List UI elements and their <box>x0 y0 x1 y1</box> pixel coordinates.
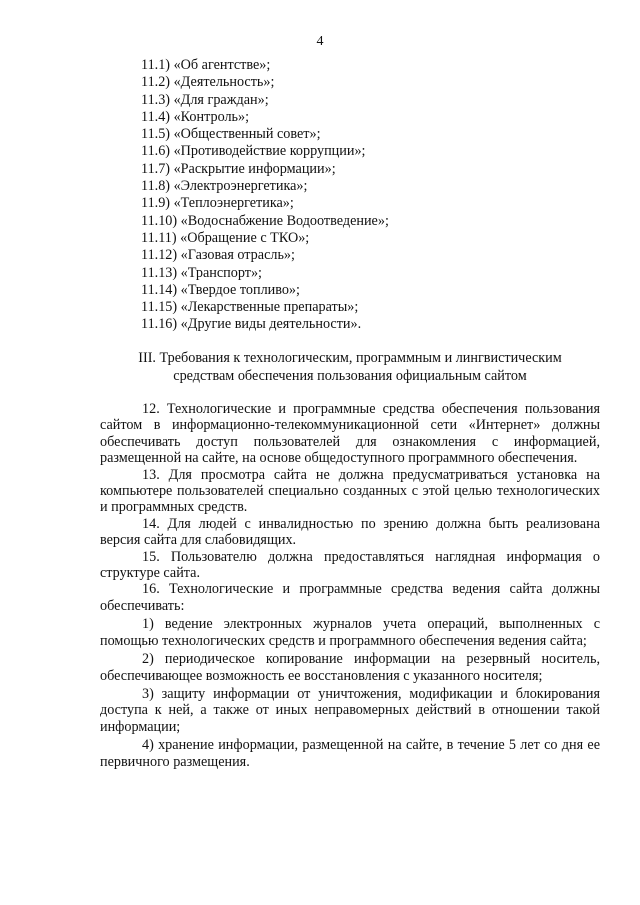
list-item: 11.15) «Лекарственные препараты»; <box>141 299 359 316</box>
list-item: 11.9) «Теплоэнергетика»; <box>141 195 294 212</box>
paragraph-16: 16. Технологические и программные средства ведения сайта должны обеспечивать: <box>100 581 600 614</box>
list-item: 11.4) «Контроль»; <box>141 108 250 125</box>
subitem-3: 3) защиту информации от уничтожения, модификации и блокирования доступа к ней, а также от иных неправомерных действий в отношении такой информации; <box>100 685 600 735</box>
list-item: 11.16) «Другие виды деятельности». <box>141 316 362 333</box>
list-item: 11.6) «Противодействие коррупции»; <box>141 143 366 160</box>
list-item: 11.12) «Газовая отрасль»; <box>141 247 295 264</box>
list-item: 11.11) «Обращение с ТКО»; <box>141 229 310 246</box>
section-heading-line-2: средствам обеспечения пользования официальным сайтом <box>173 367 527 384</box>
subitem-2: 2) периодическое копирование информации на резервный носитель, обеспечивающее возможность ее восстановления с указанного носителя; <box>100 651 600 684</box>
section-heading <box>100 350 600 385</box>
section-body <box>100 401 600 770</box>
list-item: 11.7) «Раскрытие информации»; <box>141 160 336 177</box>
subitem-4: 4) хранение информации, размещенной на сайте, в течение 5 лет со дня ее первичного размещения. <box>100 737 600 770</box>
list-item: 11.10) «Водоснабжение Водоотведение»; <box>141 212 389 229</box>
paragraph-12: 12. Технологические и программные средства обеспечения пользования сайтом в информационно-телекоммуникационной сети «Интернет» должны обеспечивать доступ пользователей для ознакомления с информацией, размещенной на сайте, на основе общедоступного программного обеспечения. <box>100 401 600 467</box>
paragraph-13: 13. Для просмотра сайта не должна предусматриваться установка на компьютере пользователей специально созданных с этой целью технологических и программных средств. <box>100 466 600 516</box>
list-item: 11.1) «Об агентстве»; <box>141 57 271 73</box>
list-item: 11.13) «Транспорт»; <box>141 264 262 281</box>
section-heading-line-1: III. Требования к технологическим, программным и лингвистическим <box>138 350 562 366</box>
list-item: 11.3) «Для граждан»; <box>141 91 269 108</box>
paragraph-14: 14. Для людей с инвалидностью по зрению должна быть реализована версия сайта для слабовидящих. <box>100 515 600 549</box>
list-item: 11.5) «Общественный совет»; <box>141 126 321 143</box>
page-number: 4 <box>316 34 324 49</box>
list-item: 11.8) «Электроэнергетика»; <box>141 178 308 195</box>
subitem-1: 1) ведение электронных журналов учета операций, выполненных с помощью технологических средств и программного обеспечения ведения сайта; <box>100 616 600 649</box>
list-item: 11.2) «Деятельность»; <box>141 74 275 91</box>
site-sections-list <box>141 57 389 334</box>
paragraph-15: 15. Пользователю должна предоставляться наглядная информация о структуре сайта. <box>100 548 600 582</box>
list-item: 11.14) «Твердое топливо»; <box>141 281 300 298</box>
